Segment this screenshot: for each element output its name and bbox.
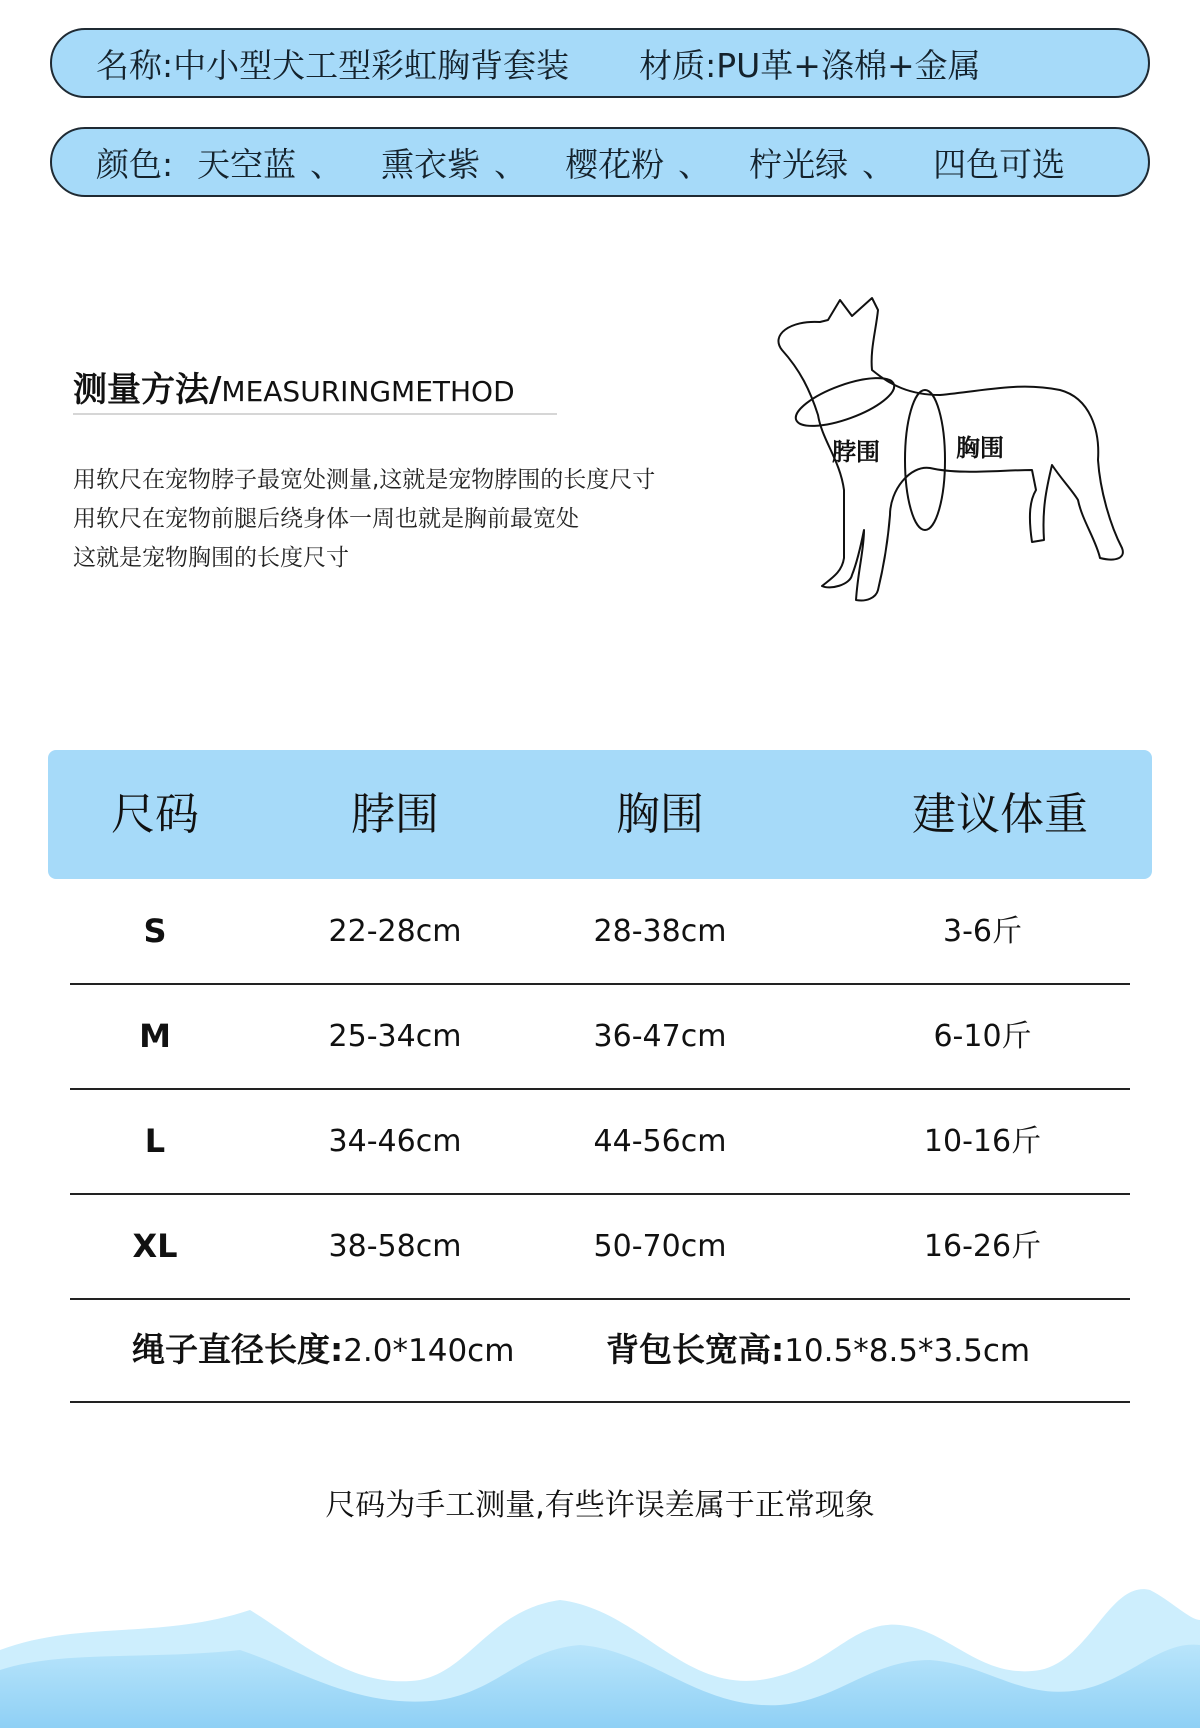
rope-value: 2.0*140cm <box>343 1333 515 1369</box>
size-cell: L <box>144 1122 166 1160</box>
chest-label: 胸围 <box>956 434 1004 462</box>
color-option: 四色可选 <box>933 144 1066 184</box>
dog-outline <box>778 298 1122 601</box>
size-cell: XL <box>132 1227 178 1265</box>
row-divider <box>70 1401 1130 1403</box>
weight-cell: 16-26斤 <box>923 1229 1042 1264</box>
size-cell: S <box>143 912 167 950</box>
rope-label: 绳子直径长度: <box>132 1330 344 1369</box>
color-options-pill <box>50 127 1150 197</box>
neck-measure-ring <box>790 368 899 436</box>
measure-instruction: 这就是宠物胸围的长度尺寸 <box>73 545 349 571</box>
title-underline <box>73 413 557 415</box>
spec-row <box>70 1298 1130 1403</box>
measuring-method-title <box>73 362 515 411</box>
bag-spec <box>606 1298 1030 1401</box>
bag-label: 背包长宽高: <box>606 1330 785 1369</box>
separator: 、 <box>862 144 896 184</box>
table-row <box>70 985 1130 1090</box>
color-option: 柠光绿 <box>749 144 849 184</box>
title-en: MEASURINGMETHOD <box>221 375 515 408</box>
color-label: 颜色: <box>96 144 174 184</box>
separator: 、 <box>494 144 528 184</box>
measurement-note: 尺码为手工测量,有些许误差属于正常现象 <box>325 1488 875 1523</box>
separator: 、 <box>310 144 344 184</box>
rope-spec <box>132 1298 514 1401</box>
separator: 、 <box>678 144 712 184</box>
color-option: 熏衣紫 <box>381 144 481 184</box>
size-table-header <box>48 750 1152 879</box>
name-value: 中小型犬工型彩虹胸背套装 <box>173 45 570 85</box>
dog-measurement-illustration <box>760 290 1140 640</box>
table-row <box>70 880 1130 985</box>
chest-cell: 50-70cm <box>593 1229 727 1264</box>
color-option: 天空蓝 <box>197 144 297 184</box>
chest-cell: 28-38cm <box>593 914 727 949</box>
product-name-pill <box>50 28 1150 98</box>
neck-cell: 38-58cm <box>328 1229 462 1264</box>
bag-value: 10.5*8.5*3.5cm <box>784 1333 1031 1369</box>
chest-measure-ring <box>905 390 945 530</box>
header-weight: 建议体重 <box>912 789 1088 840</box>
color-option: 樱花粉 <box>565 144 665 184</box>
wave-front <box>0 1645 1200 1728</box>
chest-cell: 44-56cm <box>593 1124 727 1159</box>
neck-cell: 25-34cm <box>328 1019 462 1054</box>
name-label: 名称: <box>96 45 174 85</box>
title-cn: 测量方法/ <box>73 370 222 410</box>
material-value: PU革+涤棉+金属 <box>716 45 981 85</box>
weight-cell: 3-6斤 <box>943 914 1022 949</box>
weight-cell: 10-16斤 <box>923 1124 1042 1159</box>
header-size: 尺码 <box>111 789 199 840</box>
measure-instruction: 用软尺在宠物前腿后绕身体一周也就是胸前最宽处 <box>73 506 579 532</box>
neck-cell: 22-28cm <box>328 914 462 949</box>
table-row <box>70 1195 1130 1300</box>
measure-instruction: 用软尺在宠物脖子最宽处测量,这就是宠物脖围的长度尺寸 <box>73 467 656 493</box>
header-neck: 脖围 <box>351 789 439 840</box>
decorative-waves <box>0 1580 1200 1728</box>
neck-label: 脖围 <box>832 438 880 466</box>
size-cell: M <box>139 1017 171 1055</box>
header-chest: 胸围 <box>616 789 704 840</box>
neck-cell: 34-46cm <box>328 1124 462 1159</box>
chest-cell: 36-47cm <box>593 1019 727 1054</box>
material-label: 材质: <box>639 45 717 85</box>
table-row <box>70 1090 1130 1195</box>
weight-cell: 6-10斤 <box>933 1019 1032 1054</box>
